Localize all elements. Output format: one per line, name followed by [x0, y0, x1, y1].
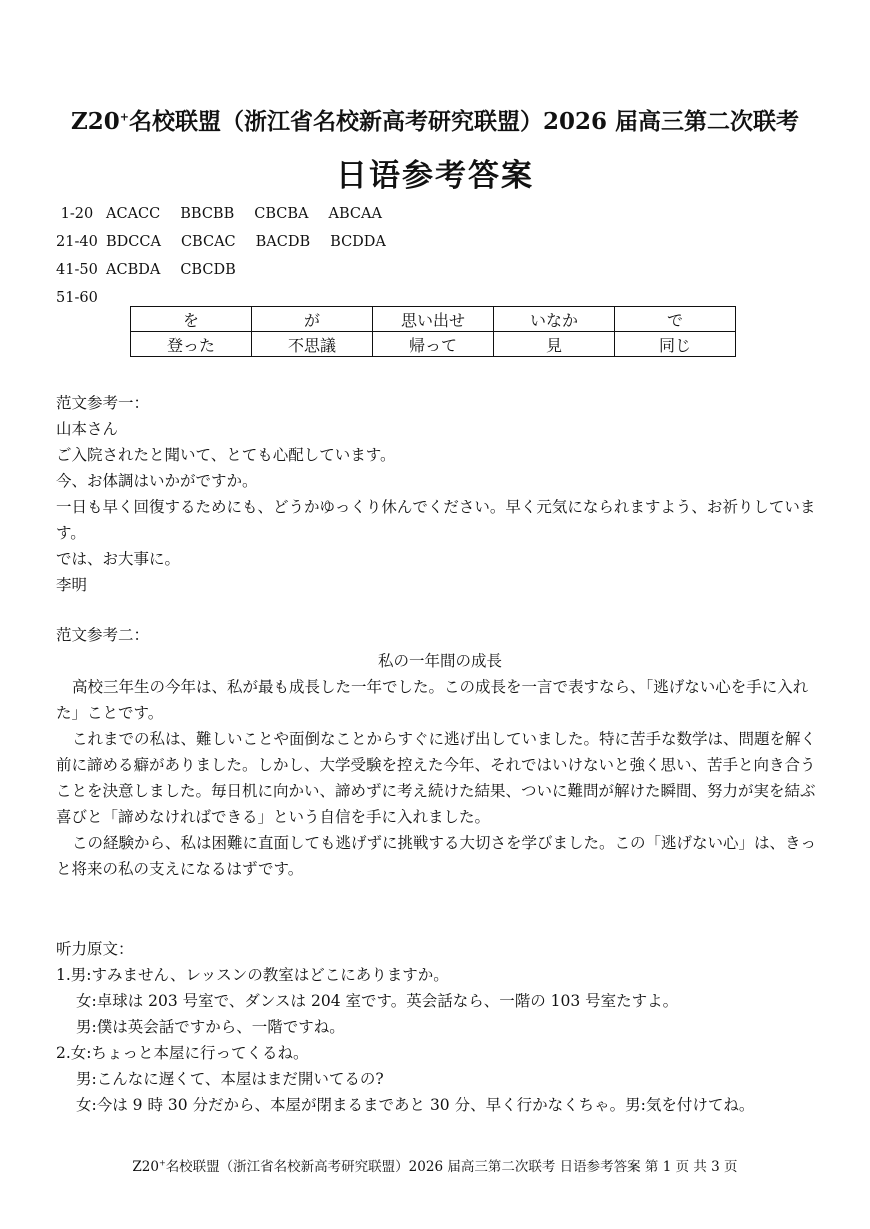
table-cell: 見 [494, 332, 615, 357]
essay2-title: 私の一年間の成長 [377, 652, 502, 670]
dialogue-line [56, 1066, 824, 1092]
title-prefix: Z20 [70, 108, 120, 135]
answer-range: 1-20 [56, 206, 94, 222]
answer-group: ABCAA [328, 206, 382, 222]
essay2-body [56, 674, 824, 882]
answer-row [56, 228, 406, 256]
essay1-line: 一日も早く回復するためにも、どうかゆっくり休んでください。早く元気になられますよう、お祈りしています。 [56, 498, 816, 542]
dialogue-text: 女:今は 9 時 30 分だから、本屋が閉まるまであと 30 分、早く行かなくちゃ。男:気を付けてね。 [76, 1096, 755, 1114]
dialogue-line [56, 1092, 824, 1118]
essay1-line: 李明 [56, 576, 88, 594]
answer-range: 51-60 [56, 290, 98, 306]
essay1-line: 今、お体調はいかがですか。 [56, 472, 258, 490]
listening-transcript [56, 936, 824, 1118]
answer-row [56, 256, 406, 284]
dialogue-text: 女:ちょっと本屋に行ってくるね。 [70, 1044, 309, 1062]
essay2-paragraph: 高校三年生の今年は、私が最も成長した一年でした。この成長を一言で表すなら、「逃げない心を手に入れた」ことです。 [56, 678, 809, 722]
listening-items [56, 962, 824, 1118]
answer-key [56, 200, 406, 312]
table-cell: 同じ [615, 332, 736, 357]
dialogue-text: 男:僕は英会話ですから、一階ですね。 [76, 1018, 345, 1036]
table-cell: いなか [494, 307, 615, 332]
item-number: 1. [56, 966, 71, 984]
footer-prefix: Z20 [132, 1159, 159, 1175]
answer-group: ACBDA [106, 262, 161, 278]
dialogue-text: 男:すみません、レッスンの教室はどこにありますか。 [70, 966, 449, 984]
essay1-line: では、お大事に。 [56, 550, 181, 568]
essay1-line: ご入院されたと聞いて、とても心配しています。 [56, 446, 396, 464]
answer-group: CBCBA [254, 206, 309, 222]
table-cell: が [252, 307, 373, 332]
dialogue-line [56, 1014, 824, 1040]
exam-title [0, 103, 870, 136]
essay2-paragraph: この経験から、私は困難に直面しても逃げずに挑戦する大切さを学びました。この「逃げない心」は、きっと将来の私の支えになるはずです。 [56, 834, 817, 878]
essay-sample-1 [56, 390, 824, 598]
answer-group: BACDB [255, 234, 311, 250]
essay2-paragraph: これまでの私は、難しいことや面倒なことからすぐに逃げ出していました。特に苦手な数学は、問題を解く前に諦める癖がありました。しかし、大学受験を控えた今年、それではいけないと強く思い、苦手と向き合うことを決意しました。毎日机に向かい、諦めずに考え続けた結果、ついに難問が解けた瞬間、努力が実を結ぶ喜びと「諦めなければできる」という自信を手に入れました。 [56, 730, 817, 826]
item-number: 2. [56, 1044, 71, 1062]
answer-group: BCDDA [330, 234, 386, 250]
table-cell: 思い出せ [373, 307, 494, 332]
essay1-body [56, 416, 824, 598]
essay-sample-2 [56, 622, 824, 882]
footer-sup: + [158, 1158, 166, 1168]
answer-range: 41-50 [56, 262, 98, 278]
table-row [131, 332, 736, 357]
essay1-heading: 范文参考一： [56, 394, 150, 412]
footer-text: 名校联盟（浙江省名校新高考研究联盟）2026 届高三第二次联考 日语参考答案 第 1 页 共 3 页 [165, 1159, 738, 1175]
answer-group: ACACC [106, 206, 161, 222]
answer-row [56, 200, 406, 228]
table-cell: 帰って [373, 332, 494, 357]
dialogue-text: 男:こんなに遅くて、本屋はまだ開いてるの? [76, 1070, 384, 1088]
subtitle: 日语参考答案 [336, 158, 534, 194]
table-cell: 登った [131, 332, 252, 357]
dialogue-line [56, 962, 824, 988]
answer-range: 21-40 [56, 234, 98, 250]
fill-in-table [130, 306, 736, 357]
answer-group: BBCBB [180, 206, 235, 222]
essay2-heading: 范文参考二： [56, 626, 150, 644]
table-row [131, 307, 736, 332]
dialogue-line [56, 988, 824, 1014]
title-main: 名校联盟（浙江省名校新高考研究联盟）2026 届高三第二次联考 [128, 108, 800, 135]
table-cell: 不思議 [252, 332, 373, 357]
table-cell: で [615, 307, 736, 332]
dialogue-line [56, 1040, 824, 1066]
title-sup: + [119, 110, 129, 124]
answer-group: BDCCA [106, 234, 161, 250]
answer-group: CBCDB [180, 262, 236, 278]
answer-group: CBCAC [180, 234, 236, 250]
essay1-line: 山本さん [56, 420, 119, 438]
dialogue-text: 女:卓球は 203 号室で、ダンスは 204 室です。英会話なら、一階の 103 号室たすよ。 [76, 992, 679, 1010]
listening-heading: 听力原文： [56, 940, 134, 958]
table-cell: を [131, 307, 252, 332]
page-footer [0, 1155, 870, 1175]
